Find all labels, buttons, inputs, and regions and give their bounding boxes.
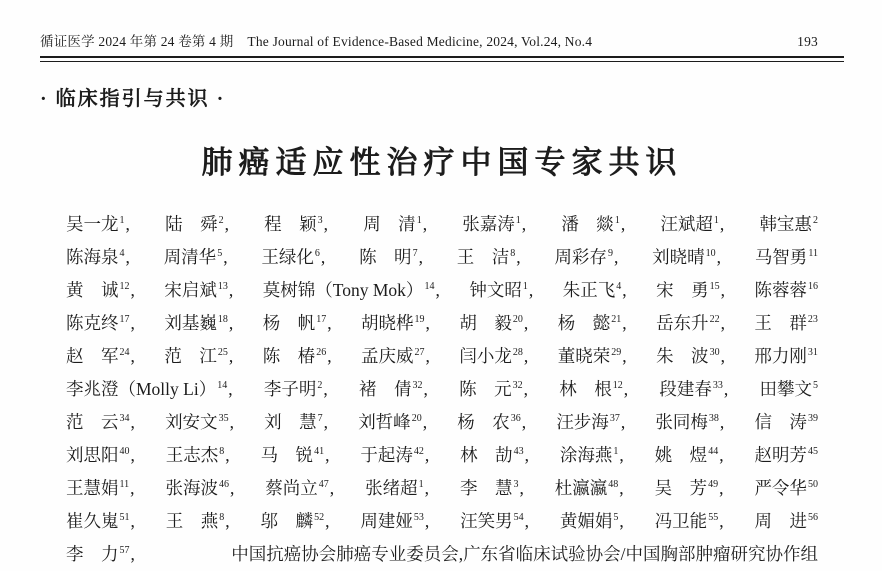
author-name: 赵明芳$^{45}$: [754, 445, 818, 465]
author-row: [66, 307, 818, 340]
affiliation-superscript: 32: [512, 380, 523, 392]
affiliation-superscript: 26: [316, 347, 327, 359]
affiliation-superscript: 5: [613, 512, 619, 524]
affiliation-superscript: 32: [412, 380, 423, 392]
author-name: 吴一龙$^1$,: [66, 214, 130, 234]
affiliation-superscript: 29: [611, 347, 622, 359]
author-name: 蔡尚立$^{47}$,: [265, 478, 335, 498]
affiliation-superscript: 1: [416, 215, 422, 227]
affiliation-superscript: 1: [515, 215, 521, 227]
affiliation-superscript: 41: [314, 446, 325, 458]
affiliation-superscript: 43: [513, 446, 524, 458]
affiliation-superscript: 45: [807, 446, 818, 458]
affiliation-superscript: 22: [709, 314, 720, 326]
affiliation-superscript: 25: [217, 347, 228, 359]
author-name: 汪步海$^{37}$,: [556, 412, 626, 432]
author-name: 王 燕$^8$,: [165, 511, 230, 531]
author-name: 胡晓桦$^{19}$,: [361, 313, 430, 333]
affiliation-superscript: 11: [119, 479, 130, 491]
author-name: 林 根$^{12}$,: [559, 379, 629, 399]
author-name: 黄 诚$^{12}$,: [66, 280, 135, 300]
affiliation-superscript: 5: [812, 380, 818, 392]
author-name: 汪笑男$^{54}$,: [460, 511, 529, 531]
affiliation-superscript: 19: [414, 314, 425, 326]
author-row: [66, 373, 818, 406]
author-name: 杨 懿$^{21}$,: [557, 313, 627, 333]
affiliation-superscript: 52: [314, 512, 325, 524]
journal-title-zh: 循证医学 2024 年第 24 卷第 4 期: [40, 34, 234, 49]
author-name: 岳东升$^{22}$,: [656, 313, 725, 333]
affiliation-superscript: 36: [510, 413, 521, 425]
affiliation-superscript: 20: [411, 413, 422, 425]
author-row: [66, 406, 818, 439]
author-name: 李 力$^{57}$,: [66, 544, 135, 564]
author-name: 范 江$^{25}$,: [164, 346, 234, 366]
affiliation-superscript: 3: [513, 479, 519, 491]
affiliation-superscript: 46: [218, 479, 229, 491]
affiliation-superscript: 51: [119, 512, 130, 524]
author-name: 涂海燕$^1$,: [559, 445, 624, 465]
author-name: 朱正飞$^4$,: [562, 280, 627, 300]
affiliation-superscript: 48: [608, 479, 619, 491]
author-name: 刘哲峰$^{20}$,: [358, 412, 428, 432]
author-name: 刘 慧$^7$,: [264, 412, 328, 432]
affiliation-superscript: 23: [807, 314, 818, 326]
journal-title-en: The Journal of Evidence-Based Medicine, 2024, Vol.24, No.4: [247, 34, 593, 49]
affiliation-superscript: 11: [808, 248, 818, 260]
affiliation-superscript: 31: [807, 347, 818, 359]
affiliation-superscript: 35: [218, 413, 229, 425]
author-name: 张绪超$^1$,: [365, 478, 429, 498]
affiliation-superscript: 44: [708, 446, 719, 458]
author-name: 朱 波$^{30}$,: [656, 346, 725, 366]
affiliation-superscript: 15: [709, 281, 720, 293]
author-name: 王 群$^{23}$: [754, 313, 818, 333]
author-row: [66, 538, 818, 571]
author-name: 周彩存$^9$,: [554, 247, 619, 267]
author-name: 刘基巍$^{18}$,: [164, 313, 234, 333]
author-name: 钟文昭$^1$,: [469, 280, 534, 300]
author-name: 王绿化$^6$,: [261, 247, 326, 267]
affiliation-superscript: 57: [119, 545, 130, 557]
affiliation-superscript: 4: [119, 248, 125, 260]
affiliation-superscript: 49: [708, 479, 719, 491]
affiliation-superscript: 3: [317, 215, 323, 227]
author-name: 林 劼$^{43}$,: [460, 445, 529, 465]
affiliation-superscript: 39: [807, 413, 818, 425]
section-label: · 临床指引与共识 ·: [40, 88, 226, 110]
author-row: [66, 340, 818, 373]
affiliation-superscript: 2: [812, 215, 818, 227]
author-name: 莫树锦（Tony Mok）$^{14}$,: [262, 280, 440, 300]
author-row: [66, 439, 818, 472]
affiliation-superscript: 2: [218, 215, 224, 227]
affiliation-superscript: 28: [512, 347, 523, 359]
author-name: 周 进$^{56}$: [754, 511, 818, 531]
affiliation-superscript: 8: [219, 512, 225, 524]
affiliation-superscript: 13: [217, 281, 228, 293]
author-name: 王志杰$^8$,: [165, 445, 230, 465]
affiliation-superscript: 17: [119, 314, 130, 326]
author-name: 韩宝惠$^2$: [759, 214, 818, 234]
author-name: 周清华$^5$,: [163, 247, 228, 267]
author-name: 陈海泉$^4$,: [66, 247, 130, 267]
affiliation-superscript: 20: [512, 314, 523, 326]
affiliation-superscript: 8: [219, 446, 225, 458]
author-name: 董晓荣$^{29}$,: [557, 346, 627, 366]
affiliation-superscript: 24: [119, 347, 130, 359]
author-name: 刘思阳$^{40}$,: [66, 445, 135, 465]
affiliation-superscript: 4: [616, 281, 622, 293]
author-name: 宋启斌$^{13}$,: [164, 280, 234, 300]
article-title: 肺癌适应性治疗中国专家共识: [201, 145, 683, 180]
author-name: 陆 舜$^2$,: [165, 214, 229, 234]
author-name: 胡 毅$^{20}$,: [459, 313, 529, 333]
affiliation-superscript: 6: [314, 248, 320, 260]
author-name: 王 洁$^8$,: [456, 247, 521, 267]
affiliation-superscript: 12: [119, 281, 130, 293]
author-name: 邬 麟$^{52}$,: [260, 511, 330, 531]
author-name: 邢力刚$^{31}$: [754, 346, 818, 366]
affiliation-superscript: 18: [217, 314, 228, 326]
author-name: 于起涛$^{42}$,: [360, 445, 430, 465]
author-name: 信 涛$^{39}$: [754, 412, 818, 432]
affiliation-superscript: 9: [607, 248, 613, 260]
affiliation-superscript: 10: [705, 248, 716, 260]
author-name: 刘晓晴$^{10}$,: [652, 247, 721, 267]
author-name: 张同梅$^{38}$,: [655, 412, 725, 432]
author-name: 姚 煜$^{44}$,: [654, 445, 724, 465]
affiliation-superscript: 37: [609, 413, 620, 425]
author-name: 褚 倩$^{32}$,: [358, 379, 428, 399]
affiliation-superscript: 7: [412, 248, 418, 260]
affiliation-superscript: 50: [807, 479, 818, 491]
author-name: 张嘉涛$^1$,: [462, 214, 527, 234]
affiliation-superscript: 8: [510, 248, 516, 260]
author-name: 王慧娟$^{11}$,: [66, 478, 135, 498]
author-name: 陈 明$^7$,: [359, 247, 423, 267]
author-name: 杜瀛瀛$^{48}$,: [554, 478, 624, 498]
author-name: 陈 元$^{32}$,: [459, 379, 528, 399]
author-name: 吴 芳$^{49}$,: [654, 478, 724, 498]
affiliation-superscript: 1: [119, 215, 125, 227]
affiliation-superscript: 1: [614, 215, 620, 227]
author-name: 田攀文$^5$: [759, 379, 818, 399]
author-name: 杨 帆$^{17}$,: [262, 313, 332, 333]
affiliation-superscript: 16: [808, 281, 818, 293]
affiliation-superscript: 40: [119, 446, 130, 458]
affiliation-superscript: 56: [807, 512, 818, 524]
author-name: 周建娅$^{53}$,: [360, 511, 430, 531]
affiliation-superscript: 7: [317, 413, 323, 425]
author-name: 潘 燚$^1$,: [561, 214, 626, 234]
author-name: 李子明$^2$,: [263, 379, 328, 399]
author-name: 闫小龙$^{28}$,: [459, 346, 529, 366]
author-name: 李 慧$^3$,: [459, 478, 524, 498]
author-list: [66, 208, 818, 571]
author-name: 刘安文$^{35}$,: [165, 412, 234, 432]
author-name: 马智勇$^{11}$: [754, 247, 818, 267]
affiliation-superscript: 54: [513, 512, 524, 524]
author-name: 赵 军$^{24}$,: [66, 346, 135, 366]
affiliation-superscript: 5: [217, 248, 223, 260]
affiliation-superscript: 27: [414, 347, 425, 359]
affiliation-superscript: 47: [318, 479, 329, 491]
author-name: 汪斌超$^1$,: [660, 214, 725, 234]
author-name: 冯卫能$^{55}$,: [654, 511, 724, 531]
author-name: 陈蓉蓉$^{16}$: [754, 280, 818, 300]
author-row: [66, 472, 818, 505]
author-name: 严令华$^{50}$: [754, 478, 818, 498]
affiliation-superscript: 1: [522, 281, 528, 293]
affiliation-superscript: 42: [413, 446, 424, 458]
author-name: 孟庆威$^{27}$,: [361, 346, 430, 366]
affiliation-superscript: 30: [709, 347, 720, 359]
affiliation-superscript: 12: [612, 380, 623, 392]
author-name: 张海波$^{46}$,: [165, 478, 235, 498]
author-name: 中国抗癌协会肺癌专业委员会,广东省临床试验协会/中国胸部肿瘤研究协作组: [231, 544, 818, 564]
affiliation-superscript: 33: [712, 380, 723, 392]
author-name: 崔久嵬$^{51}$,: [66, 511, 135, 531]
running-head: [40, 30, 844, 50]
author-name: 程 颖$^3$,: [264, 214, 328, 234]
author-row: [66, 274, 818, 307]
author-name: 范 云$^{34}$,: [66, 412, 135, 432]
affiliation-superscript: 53: [413, 512, 424, 524]
author-name: 黄媚娟$^5$,: [559, 511, 624, 531]
affiliation-superscript: 17: [316, 314, 327, 326]
affiliation-superscript: 1: [713, 215, 719, 227]
author-name: 陈 椿$^{26}$,: [262, 346, 332, 366]
author-row: [66, 241, 818, 274]
author-name: 杨 农$^{36}$,: [457, 412, 527, 432]
affiliation-superscript: 34: [119, 413, 130, 425]
affiliation-superscript: 55: [708, 512, 719, 524]
author-row: [66, 208, 818, 241]
affiliation-superscript: 14: [217, 380, 228, 392]
author-name: 段建春$^{33}$,: [659, 379, 729, 399]
author-name: 李兆澄（Molly Li）$^{14}$,: [66, 379, 233, 399]
affiliation-superscript: 1: [613, 446, 619, 458]
affiliation-superscript: 1: [418, 479, 424, 491]
author-name: 周 清$^1$,: [363, 214, 428, 234]
page-number: 193: [797, 34, 818, 49]
header-double-rule: [40, 56, 844, 62]
affiliation-superscript: 21: [611, 314, 622, 326]
author-name: 马 锐$^{41}$,: [260, 445, 330, 465]
author-name: 宋 勇$^{15}$,: [656, 280, 725, 300]
author-name: 陈克终$^{17}$,: [66, 313, 135, 333]
affiliation-superscript: 38: [708, 413, 719, 425]
author-row: [66, 505, 818, 538]
affiliation-superscript: 2: [317, 380, 323, 392]
affiliation-superscript: 14: [424, 281, 435, 293]
